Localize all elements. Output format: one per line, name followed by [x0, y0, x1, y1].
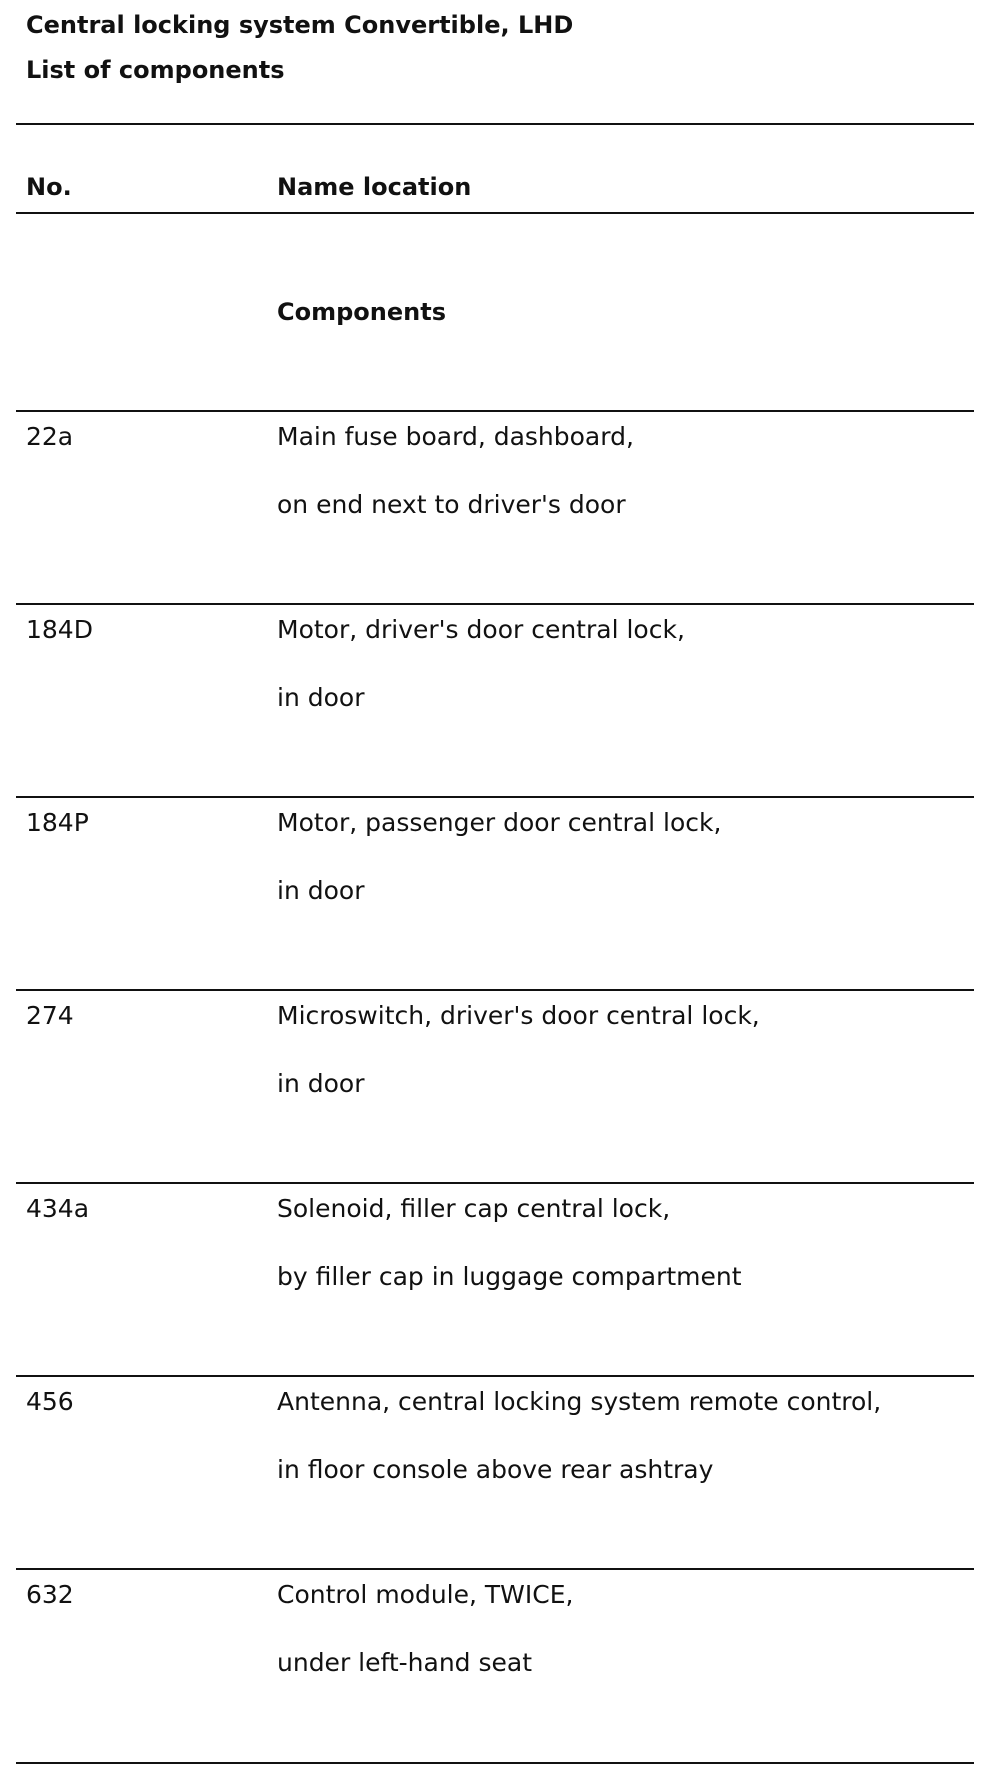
- table-row: [0, 603, 992, 796]
- component-number: 456: [26, 1387, 74, 1416]
- header-rule: [16, 212, 974, 214]
- row-rule: [16, 1182, 974, 1184]
- component-number: 184P: [26, 808, 89, 837]
- row-rule: [16, 1568, 974, 1570]
- table-row: [0, 1375, 992, 1568]
- row-rule: [16, 796, 974, 798]
- component-location: in door: [277, 1069, 365, 1098]
- row-rule: [16, 410, 974, 412]
- component-location: in door: [277, 876, 365, 905]
- row-rule: [16, 603, 974, 605]
- row-rule: [16, 1375, 974, 1377]
- table-bottom-rule: [16, 1762, 974, 1764]
- section-heading: Components: [277, 298, 446, 326]
- component-name: Antenna, central locking system remote control,: [277, 1387, 882, 1416]
- component-number: 184D: [26, 615, 93, 644]
- component-name: Main fuse board, dashboard,: [277, 422, 634, 451]
- component-location: on end next to driver's door: [277, 490, 626, 519]
- component-list: [0, 410, 992, 1761]
- component-number: 434a: [26, 1194, 90, 1223]
- component-location: by filler cap in luggage compartment: [277, 1262, 742, 1291]
- component-number: 274: [26, 1001, 74, 1030]
- document-title: Central locking system Convertible, LHD: [26, 11, 574, 39]
- column-header-no: No.: [26, 173, 72, 201]
- component-name: Solenoid, filler cap central lock,: [277, 1194, 671, 1223]
- table-top-rule: [16, 123, 974, 125]
- component-location: in floor console above rear ashtray: [277, 1455, 714, 1484]
- component-location: under left-hand seat: [277, 1648, 533, 1677]
- row-rule: [16, 989, 974, 991]
- component-name: Motor, driver's door central lock,: [277, 615, 685, 644]
- table-row: [0, 1568, 992, 1761]
- table-row: [0, 410, 992, 603]
- component-number: 632: [26, 1580, 74, 1609]
- table-row: [0, 989, 992, 1182]
- table-row: [0, 796, 992, 989]
- component-name: Control module, TWICE,: [277, 1580, 574, 1609]
- component-name: Motor, passenger door central lock,: [277, 808, 722, 837]
- column-header-name-location: Name location: [277, 173, 472, 201]
- table-row: [0, 1182, 992, 1375]
- component-name: Microswitch, driver's door central lock,: [277, 1001, 760, 1030]
- document-subtitle: List of components: [26, 56, 285, 84]
- component-location: in door: [277, 683, 365, 712]
- component-number: 22a: [26, 422, 74, 451]
